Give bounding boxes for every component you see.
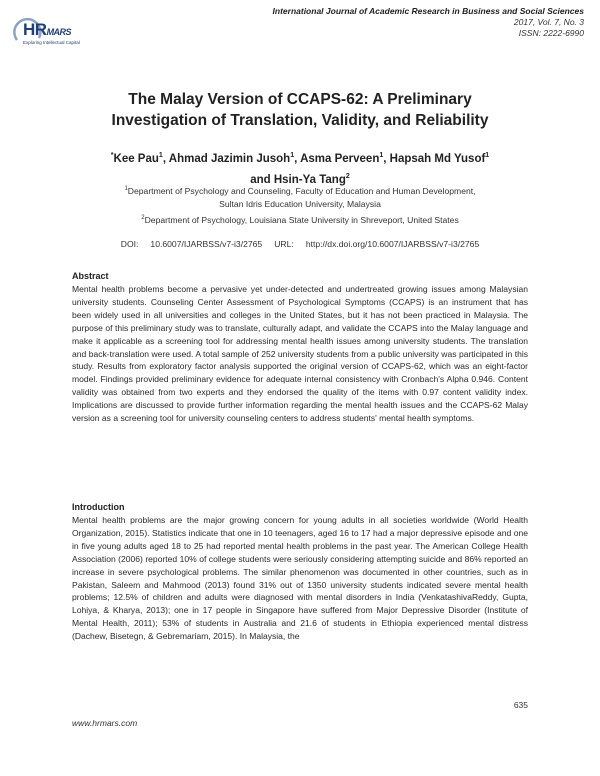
title-line-2: Investigation of Translation, Validity, and Reliability (111, 112, 489, 129)
url-link[interactable]: http://dx.doi.org/10.6007/IJARBSS/v7-i3/2765 (305, 239, 480, 249)
abstract-text: Mental health problems become a pervasive yet under-detected and undertreated growing issues among Malaysian university students. Counseling Center Assessment of Psychological Symptoms (CCAPS) is an instrument that has been widely used in all universities and colleges in the United States, but it has not been practiced in Malaysia. The purpose of this preliminary study was to translate, culturally adapt, and validate the CCAPS into the Malay language and make it applicable as a screening tool for addressing mental health issues among university students. The translation and back-translation were used. A total sample of 252 university students from a public university was participated in this study. Results from exploratory factor analysis supported the original version of CCAPS-62, which was an eight-factor model. Findings provided preliminary evidence for adequate internal consistency with Cronbach's Alpha 0.946. Content validity was obtained from two experts and they endorsed the quality of the items with 0.97 content validity index. Implications are discussed to provide further information regarding the mental health issues and the CCAPS-62 Malay version as a screening tool for university counseling centers to address students' mental health symptoms. (72, 284, 528, 424)
author-name: Hsin-Ya Tang (273, 173, 346, 186)
logo-text: HRMARS (23, 20, 72, 39)
introduction-text: Mental health problems are the major growing concern for young adults in all societies worldwide (World Health Organization, 2015). Statistics indicate that one in 10 teenagers, aged 16 to 17 had a major depressive episode and one in five young adults aged 18 to 25 had reported mental health problems in the past year. The American College Health Association (2006) reported 10% of college students were seriously considering attempting suicide and 86% reported an increase in severe psychological problems. The similar phenomenon was documented in other countries, such as in Pakistan, Saleem and Mahmood (2013) found 31% out of 1350 university students indicated severe mental health problems; 12.5% of children and adults were diagnosed with mental disorders in India (VenkatashivaReddy, Gupta, Lohiya, & Kharya, 2013); one in 17 people in Singapore have suffered from Major Depressive Disorder (Institute of Mental Health, 2011); 53% of students in Australia and 21.6 of students in Ethiopia experienced mental distress (Dachew, Bisetegn, & Gebremariam, 2015). In Malaysia, the (72, 515, 528, 642)
authors-line-1: *Kee Pau$^1$, Ahmad Jazimin Jusoh$^1$, Asma Perveen$^1$, Hapsah Md Yusof$^1$ (110, 152, 490, 165)
author-name: Asma Perveen (300, 152, 380, 165)
author-name: Ahmad Jazimin Jusoh (168, 152, 291, 165)
journal-name: International Journal of Academic Research in Business and Social Sciences (272, 6, 584, 16)
page-number: 635 (513, 700, 528, 710)
affiliations (40, 183, 560, 227)
url-label: URL: (274, 239, 294, 249)
abstract-heading: Abstract (72, 271, 109, 281)
doi-label: DOI: (120, 239, 139, 249)
doi-line (40, 239, 560, 249)
author-name: Kee Pau (113, 152, 159, 165)
doi-value: 10.6007/IJARBSS/v7-i3/2765 (150, 239, 263, 249)
logo-tagline: Exploring Intellectual Capital (23, 40, 80, 45)
journal-header (273, 6, 584, 39)
journal-issn: ISSN: 2222-6990 (518, 28, 584, 38)
footer-website[interactable]: www.hrmars.com (72, 718, 138, 728)
introduction-heading: Introduction (72, 502, 125, 512)
affiliation-1: $^1$Department of Psychology and Counseling, Faculty of Education and Human Development, (124, 185, 476, 196)
paper-title (40, 89, 560, 131)
hrmars-logo (13, 14, 105, 48)
title-line-1: The Malay Version of CCAPS-62: A Preliminary (128, 91, 472, 108)
authors-line-2: and Hsin-Ya Tang$^2$ (250, 172, 350, 186)
journal-volume: 2017, Vol. 7, No. 3 (513, 17, 584, 27)
author-name: Hapsah Md Yusof (389, 152, 486, 165)
affiliation-2: $^2$Department of Psychology, Louisiana State University in Shreveport, United States (141, 214, 459, 225)
affiliation-1-cont: Sultan Idris Education University, Malaysia (219, 199, 381, 210)
